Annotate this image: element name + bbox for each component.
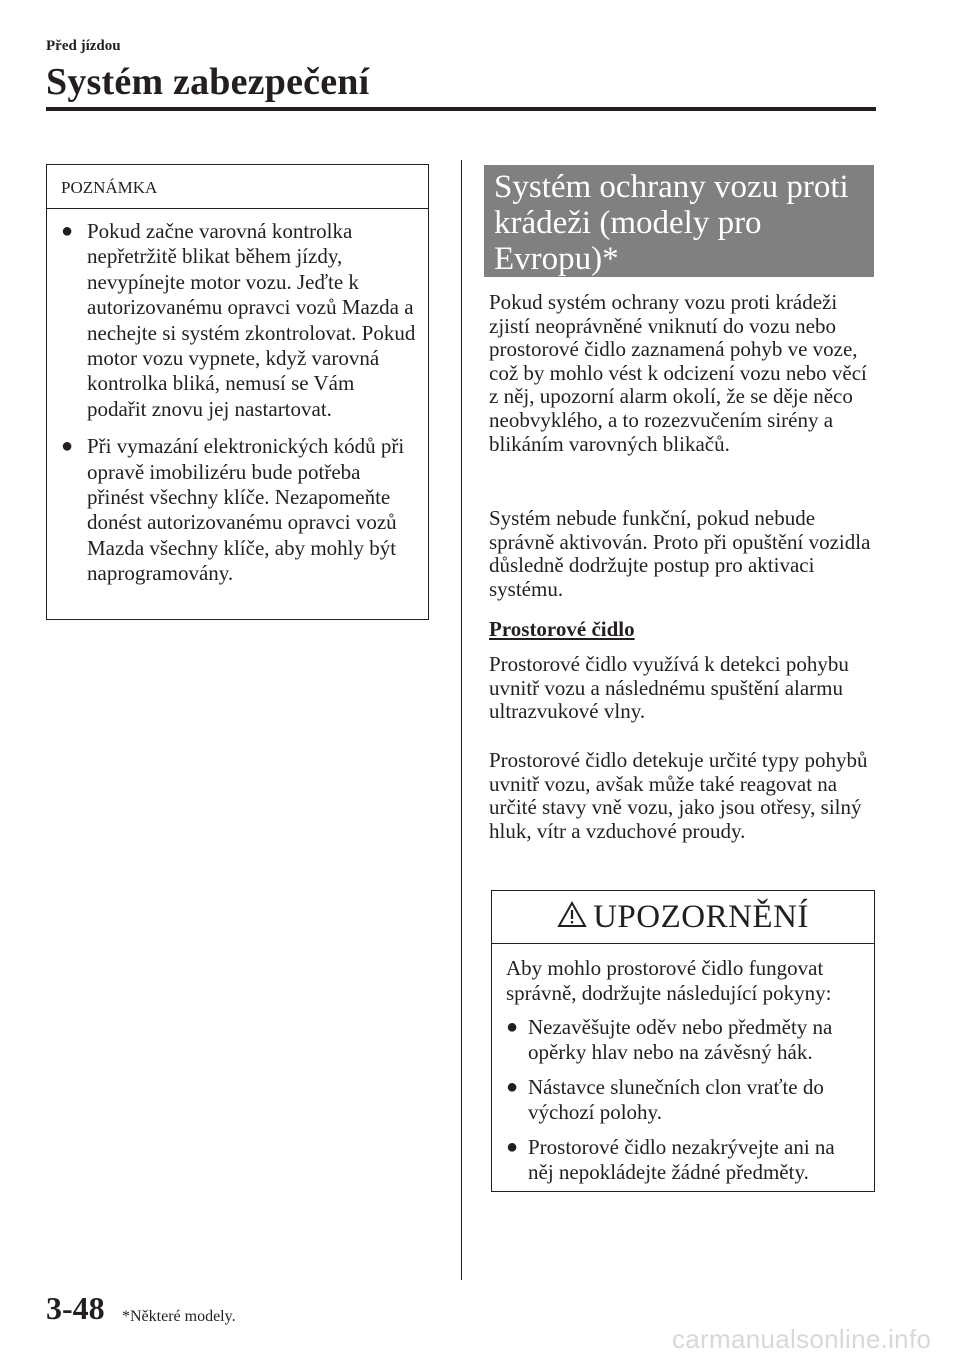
section-paragraph-2: Systém nebude funkční, pokud nebude správně aktivován. Proto při opuštění vozidla důsledně dodržujte postup pro aktivaci systému.	[489, 506, 871, 601]
footnote: *Některé modely.	[122, 1308, 236, 1325]
warning-header	[492, 891, 874, 944]
warning-item	[506, 1075, 864, 1124]
subheading-spatial-sensor: Prostorové čidlo	[489, 617, 635, 641]
page-number: 3-48	[46, 1290, 105, 1326]
bullet-icon: ●	[506, 1076, 519, 1098]
warning-title: UPOZORNĚNÍ	[593, 898, 809, 935]
watermark: carmanualsonline.info	[672, 1324, 932, 1354]
column-divider	[461, 160, 462, 1280]
bullet-icon: ●	[506, 1016, 519, 1038]
note-item-text: Při vymazání elektronických kódů při opravě imobilizéru bude potřeba přinést všechny klíče. Nezapomeňte donést autorizovanému opravci vozů Mazda všechny klíče, aby mohly být naprogramovány.	[87, 434, 405, 586]
note-list	[47, 209, 428, 587]
section-paragraph-4: Prostorové čidlo detekuje určité typy pohybů uvnitř vozu, avšak může také reagovat na určité stavy vně vozu, jako jsou otřesy, silný hluk, vítr a vzduchové proudy.	[489, 748, 868, 843]
title-rule	[46, 107, 876, 111]
page-title: Systém zabezpečení	[46, 61, 370, 103]
bullet-icon: ●	[61, 220, 74, 242]
warning-item-text: Prostorové čidlo nezakrývejte ani na něj nepokládejte žádné předměty.	[528, 1135, 835, 1184]
warning-item-text: Nástavce slunečních clon vraťte do výchozí polohy.	[528, 1075, 824, 1124]
note-item	[61, 434, 418, 586]
bullet-icon: ●	[61, 435, 74, 458]
warning-triangle-icon	[557, 901, 587, 933]
warning-list	[506, 1015, 864, 1184]
note-item	[61, 219, 418, 422]
note-box	[46, 164, 429, 620]
breadcrumb: Před jízdou	[46, 38, 121, 54]
section-title: Systém ochrany vozu proti krádeži (modely pro Evropu)*	[484, 165, 874, 277]
section-paragraph-3: Prostorové čidlo využívá k detekci pohybu uvnitř vozu a následnému spuštění alarmu ultrazvukové vlny.	[489, 652, 849, 724]
note-item-text: Pokud začne varovná kontrolka nepřetržitě blikat během jízdy, nevypínejte motor vozu. Jeďte k autorizovanému opravci vozů Mazda a nechejte si systém zkontrolovat. Pokud motor vozu vypnete, když varovná kontrolka bliká, nemusí se Vám podařit znovu jej nastartovat.	[87, 219, 416, 421]
warning-box	[491, 890, 875, 1192]
warning-item-text: Nezavěšujte oděv nebo předměty na opěrky hlav nebo na závěsný hák.	[528, 1015, 833, 1064]
note-title: POZNÁMKA	[47, 165, 428, 209]
warning-intro: Aby mohlo prostorové čidlo fungovat správně, dodržujte následující pokyny:	[506, 956, 832, 1005]
section-paragraph-1: Pokud systém ochrany vozu proti krádeži zjistí neoprávněné vniknutí do vozu nebo prostorové čidlo zaznamená pohyb ve voze, což by mohlo vést k odcizení vozu nebo věcí z něj, upozorní alarm okolí, že se děje něco neobvyklého, a to rozezvučením sirény a blikáním varovných blikačů.	[489, 290, 867, 456]
bullet-icon: ●	[506, 1136, 519, 1158]
warning-item	[506, 1015, 864, 1064]
warning-item	[506, 1135, 864, 1184]
